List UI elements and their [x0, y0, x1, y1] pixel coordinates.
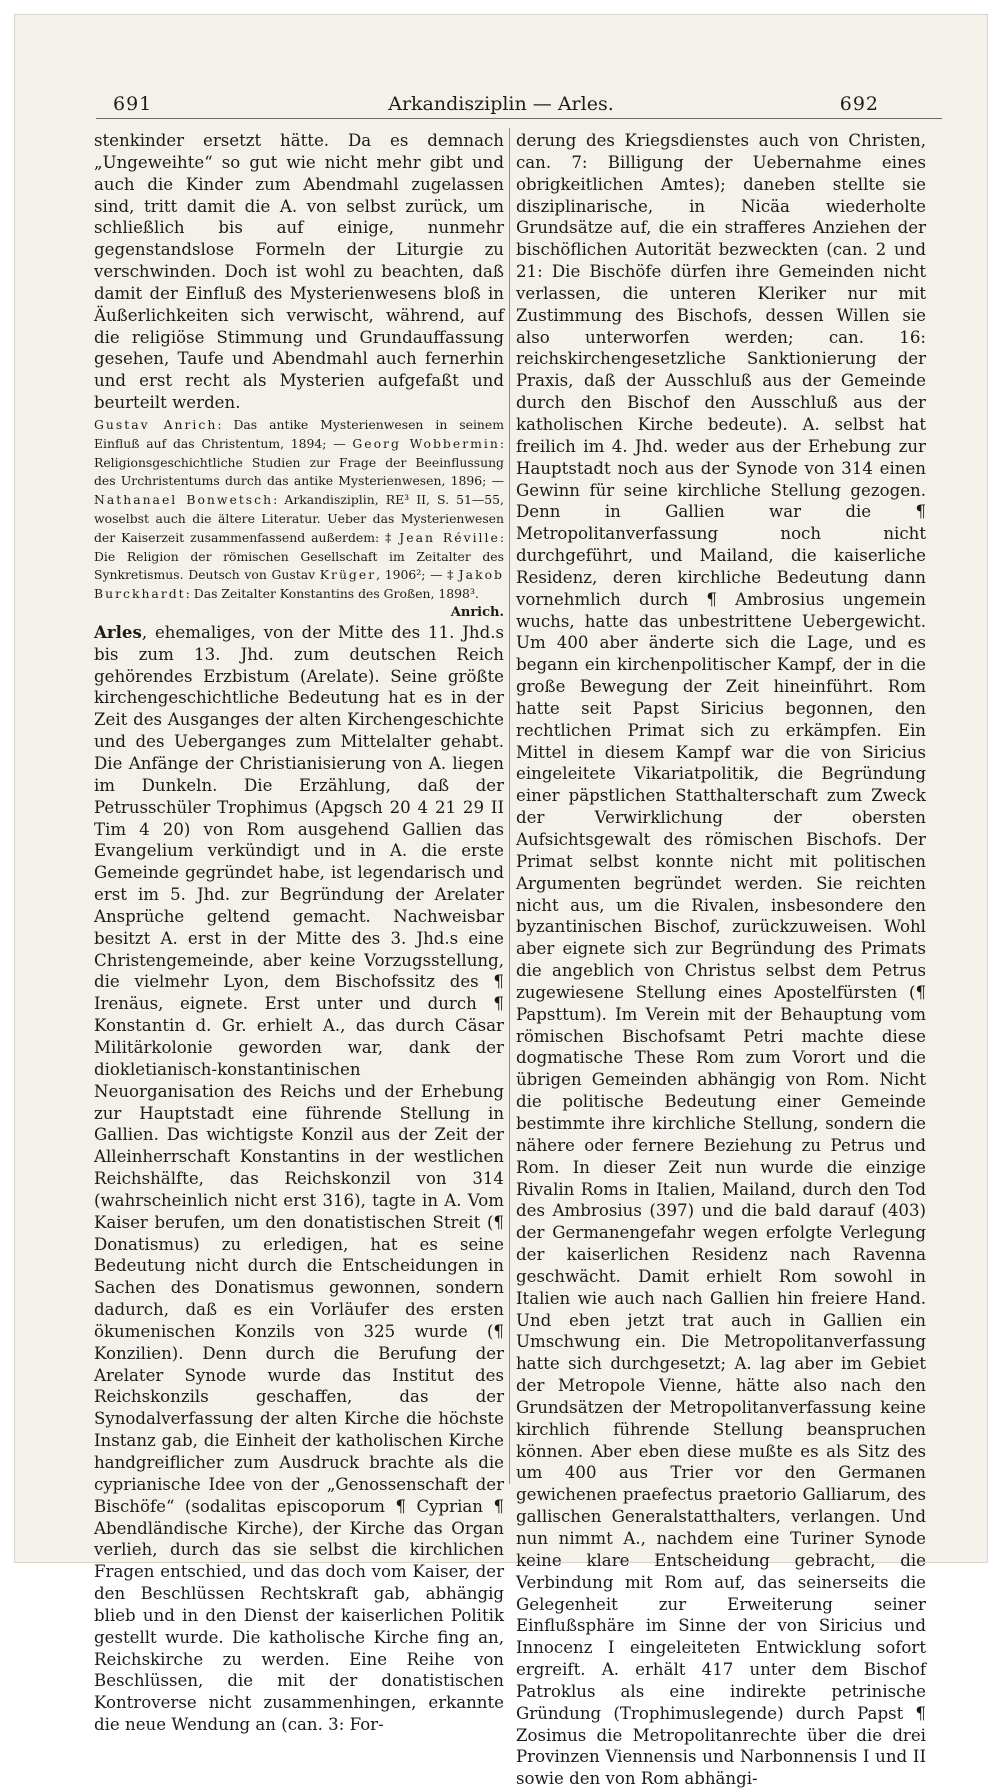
lit-text: : Arkandisziplin, RE³ II, S. 51—55, woselbst auch die ältere Literatur. Ueber das Mysterienwesen der Kaiserzeit zusammenfassend außerdem: ‡ [94, 492, 504, 545]
lit-text: : Das antike Mysterienwesen in seinem Einfluß auf das Christentum, 1894; — [94, 416, 504, 451]
running-title: Arkandisziplin — Arles. [388, 93, 614, 115]
lit-text: : Das Zeitalter Konstantins des Großen, 1898³. [185, 586, 479, 602]
article-arles-continued: derung des Kriegsdienstes auch von Christen, can. 7: Billigung der Uebernahme eines obrigkeitlichen Amtes); daneben stellte sie disziplinarische, in Nicäa wiederholte Grundsätze auf, die ein strafferes Anziehen der bischöflichen Autorität bezweckten (can. 2 und 21: Die Bischöfe dürfen ihre Gemeinden nicht verlassen, die unteren Kleriker nur mit Zustimmung des Bischofs, dessen Willen sie also unterworfen werden; can. 16: reichskirchengesetzliche Sanktionierung der Praxis, daß der Ausschluß aus der Gemeinde durch den Bischof den Ausschluß aus der katholischen Kirche bedeute). A. selbst hat freilich im 4. Jhd. weder aus der Erhebung zur Hauptstadt noch aus der Synode von 314 einen Gewinn für seine kirchliche Stellung gezogen. Denn in Gallien war die ¶ Metropolitanverfassung noch nicht durchgeführt, und Mailand, die kaiserliche Residenz, deren kirchliche Bedeutung dann vornehmlich durch ¶ Ambrosius ungemein wuchs, hatte das unbestrittene Uebergewicht. Um 400 aber änderte sich die Lage, und es begann ein kirchenpolitischer Kampf, der in die große Bewegung der Zeit hineinführt. Rom hatte seit Papst Siricius begonnen, den rechtlichen Primat sich zu erkämpfen. Ein Mittel in diesem Kampf war die von Siricius eingeleitete Vikariatpolitik, die Begründung einer päpstlichen Statthalterschaft zum Zweck der Verwirklichung der obersten Aufsichtsgewalt des römischen Bischofs. Der Primat selbst konnte nicht mit politischen Argumenten begründet werden. Sie reichten nicht aus, um die Rivalen, insbesondere den byzantinischen Bischof, zurückzuweisen. Wohl aber eignete sich zur Begründung des Primats die angeblich von Christus selbst dem Petrus zugewiesene Stellung eines Apostelfürsten (¶ Papsttum). Im Verein mit der Behauptung vom römischen Bischofsamt Petri machte diese dogmatische These Rom zum Vorort und die übrigen Gemeinden abhängig von Rom. Nicht die politische Bedeutung einer Gemeinde bestimmte ihre kirchliche Stellung, sondern die nähere oder fernere Beziehung zu Petrus und Rom. In dieser Zeit nun wurde die einzige Rivalin Roms in Italien, Mailand, durch den Tod des Ambrosius (397) und die bald darauf (403) der Germanengefahr wegen erfolgte Verlegung der kaiserlichen Residenz nach Ravenna geschwächt. Damit erhielt Rom sowohl in Italien wie auch nach Gallien hin freiere Hand. Und eben jetzt trat auch in Gallien ein Umschwung ein. Die Metropolitanverfassung hatte sich durchgesetzt; A. lag aber im Gebiet der Metropole Vienne, hätte also nach den Grundsätzen der Metropolitanverfassung keine kirchlich führende Stellung beanspruchen können. Aber eben diese mußte es als Sitz des um 400 aus Trier vor den Germanen gewichenen praefectus praetorio Galliarum, des gallischen Generalstatthalters, verlangen. Und nun nimmt A., nachdem eine Turiner Synode keine klare Entscheidung gebracht, die Verbindung mit Rom auf, das seinerseits die Gelegenheit zur Erweiterung seiner Einflußsphäre im Sinne der von Siricius und Innocenz I eingeleiteten Entwicklung sofort ergreift. A. erhält 417 unter dem Bischof Patroklus als eine indirekte petrinische Gründung (Trophimuslegende) durch Papst ¶ Zosimus die Metropolitanrechte über die drei Provinzen Viennensis und Narbonnensis I und II sowie den von Rom abhängi- [516, 131, 926, 1789]
lit-text: : Die Religion der römischen Gesellschaft im Zeitalter des Synkretismus. Deutsch von Gustav [94, 529, 504, 583]
header-rule [96, 118, 942, 119]
lit-author: Krüger [319, 567, 377, 583]
right-column [516, 130, 926, 1789]
article-headword: Arles [94, 621, 142, 642]
lit-author: Jean Réville [399, 529, 500, 545]
lit-text: , 1906²; — ‡ [376, 567, 459, 583]
lit-author: Nathanael Bonwetsch [94, 492, 274, 508]
literature-list [94, 416, 504, 604]
article-arkandisziplin-end: stenkinder ersetzt hätte. Da es demnach „Ungeweihte“ so gut wie nicht mehr gibt und auch die Kinder zum Abendmahl zugelassen sind, tritt damit die A. von selbst zurück, um schließlich bis auf einige, nunmehr gegenstandslose Formeln der Liturgie zu verschwinden. Doch ist wohl zu beachten, daß damit der Einfluß des Mysterienwesens bloß in Äußerlichkeiten sich verwischt, während, auf die religiöse Stimmung und Grundauffassung gesehen, Taufe und Abendmahl auch fernerhin und erst recht als Mysterien aufgefaßt und beurteilt werden. [94, 131, 504, 413]
left-column [94, 130, 505, 1735]
lit-author: Gustav Anrich [94, 416, 218, 432]
article-arles [94, 622, 504, 1736]
author-signature: Anrich. [450, 604, 504, 620]
lit-text: : Religionsgeschichtliche Studien zur Frage der Beeinflussung des Urchristentums durch das antike Mysterienwesen, 1896; — [94, 435, 505, 489]
page-number-right: 692 [839, 93, 879, 115]
column-divider [509, 128, 510, 1484]
lit-author: Georg Wobbermin [352, 435, 500, 451]
lit-author: Jakob Burckhardt [94, 567, 504, 602]
page-number-left: 691 [113, 93, 153, 115]
article-text: , ehemaliges, von der Mitte des 11. Jhd.s bis zum 13. Jhd. zum deutschen Reich gehörendes Erzbistum (Arelate). Seine größte kirchengeschichtliche Bedeutung hat es in der Zeit des Ausganges der alten Kirchengeschichte und des Ueberganges zum Mittelalter gehabt. Die Anfänge der Christianisierung von A. liegen im Dunkeln. Die Erzählung, daß der Petrusschüler Trophimus (Apgsch 20 4 21 29 II Tim 4 20) von Rom ausgehend Gallien das Evangelium verkündigt und in A. die erste Gemeinde gegründet habe, ist legendarisch und erst im 5. Jhd. zur Begründung der Arelater Ansprüche geltend gemacht. Nachweisbar besitzt A. erst in der Mitte des 3. Jhd.s eine Christengemeinde, aber keine Vorzugsstellung, die vielmehr Lyon, dem Bischofssitz des ¶ Irenäus, eignete. Erst unter und durch ¶ Konstantin d. Gr. erhielt A., das durch Cäsar Militärkolonie geworden war, dank der diokletianisch-konstantinischen Neuorganisation des Reichs und der Erhebung zur Hauptstadt eine führende Stellung in Gallien. Das wichtigste Konzil aus der Zeit der Alleinherrschaft Konstantins in der westlichen Reichshälfte, das Reichskonzil von 314 (wahrscheinlich nicht erst 316), tagte in A. Vom Kaiser berufen, um den donatistischen Streit (¶ Donatismus) zu erledigen, hat es seine Bedeutung nicht durch die Entscheidungen in Sachen des Donatismus gewonnen, sondern dadurch, daß es ein Vorläufer des ersten ökumenischen Konzils von 325 wurde (¶ Konzilien). Denn durch die Berufung der Arelater Synode wurde das Institut des Reichskonzils geschaffen, das der Synodalverfassung der alten Kirche die höchste Instanz gab, die Einheit der katholischen Kirche handgreiflicher zum Ausdruck brachte als die cyprianische Idee von der „Genossenschaft der Bischöfe“ (sodalitas episcoporum ¶ Cyprian ¶ Abendländische Kirche), der Kirche das Organ verlieh, durch das sie selbst die kirchlichen Fragen entschied, und das doch vom Kaiser, der den Beschlüssen Rechtskraft gab, abhängig blieb und in den Dienst der kaiserlichen Politik gestellt wurde. Die katholische Kirche fing an, Reichskirche zu werden. Eine Reihe von Beschlüssen, die mit der donatistischen Kontroverse nicht zusammenhingen, erkannte die neue Wendung an (can. 3: For- [94, 622, 504, 1735]
